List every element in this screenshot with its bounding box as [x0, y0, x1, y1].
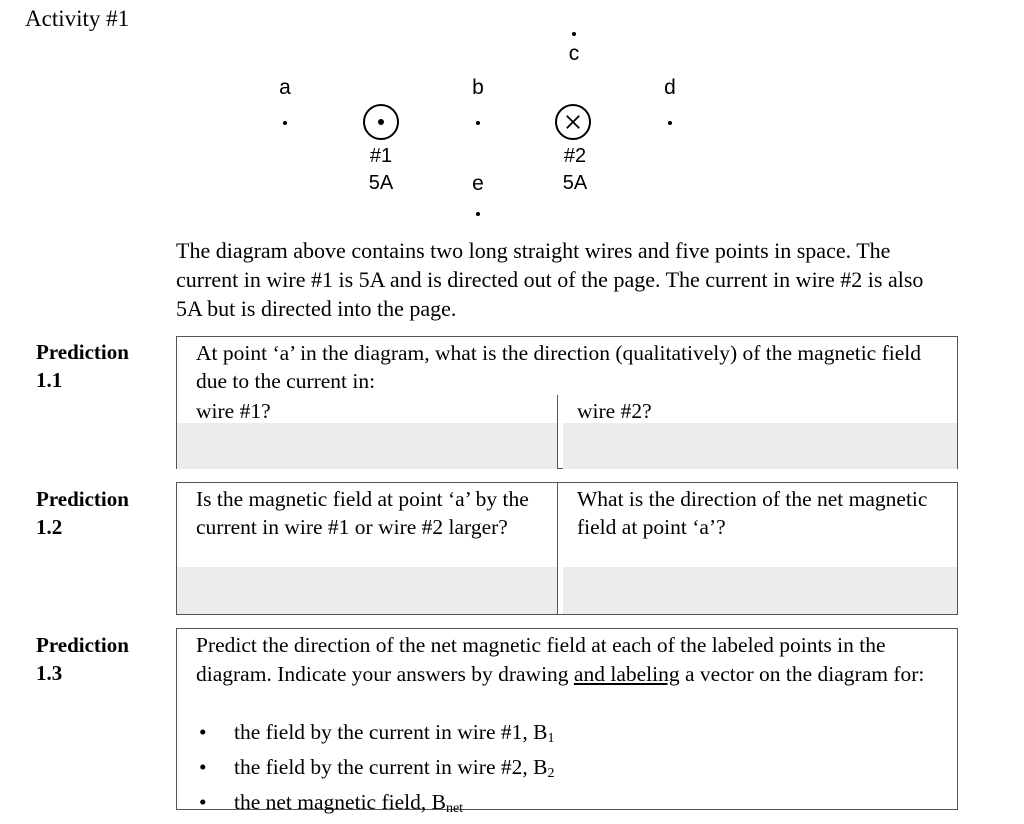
answer-field-net-direction[interactable] — [563, 567, 957, 614]
prediction-1-1-label — [36, 338, 166, 394]
prediction-label-word: Prediction — [36, 633, 129, 657]
activity-title: Activity #1 — [25, 6, 130, 31]
column-divider — [557, 483, 558, 614]
prediction-number: 1.1 — [36, 368, 63, 392]
prediction-label-word: Prediction — [36, 487, 129, 511]
prediction-1-2-left-question: Is the magnetic field at point ‘a’ by the current in wire #1 or wire #2 larger? — [196, 487, 529, 539]
prediction-1-1-wire1-prompt: wire #1? — [196, 399, 271, 423]
bullet-icon: • — [199, 720, 207, 744]
wire-2-current: 5A — [562, 172, 588, 194]
subscript: 2 — [547, 766, 555, 781]
point-e-label: e — [472, 172, 484, 195]
instructions-text-start: Predict the direction of the net magnetic field at each of the labeled points in the diagram. Indicate your answers by drawing — [196, 633, 886, 686]
prediction-1-2-box — [176, 482, 958, 615]
point-d-label: d — [664, 76, 676, 99]
diagram-description: The diagram above contains two long straight wires and five points in space. The current in wire #1 is 5A and is directed out of the page. The current in wire #2 is also 5A but is directed into the page. — [176, 238, 924, 321]
prediction-1-1-question: At point ‘a’ in the diagram, what is the direction (qualitatively) of the magnetic field due to the current in: — [196, 341, 921, 393]
answer-field-wire1[interactable] — [177, 423, 557, 469]
prediction-1-1-wire2-prompt: wire #2? — [577, 399, 652, 423]
list-item-text: the field by the current in wire #1, B — [234, 720, 548, 744]
wire-1-out-of-page-icon — [363, 104, 399, 140]
list-item — [196, 753, 936, 788]
prediction-label-word: Prediction — [36, 340, 129, 364]
point-d-dot — [668, 121, 672, 125]
point-a-label: a — [279, 76, 291, 99]
prediction-number: 1.2 — [36, 515, 63, 539]
point-c-dot — [572, 32, 576, 36]
point-e-dot — [476, 212, 480, 216]
prediction-1-3-box — [176, 628, 958, 816]
prediction-1-2-label — [36, 485, 166, 541]
prediction-1-3-instructions — [196, 631, 941, 689]
list-item-text: the field by the current in wire #2, B — [234, 755, 548, 779]
list-item-text: the net magnetic field, B — [234, 790, 446, 814]
wire-2-label: #2 — [563, 145, 587, 167]
prediction-1-1-box — [176, 336, 958, 469]
answer-field-larger-wire[interactable] — [177, 567, 557, 614]
subscript: 1 — [547, 731, 555, 746]
point-c-label: c — [568, 42, 580, 65]
instructions-underlined: and labeling — [573, 662, 680, 686]
list-item — [196, 718, 936, 753]
prediction-number: 1.3 — [36, 661, 63, 685]
wire-2-into-page-icon — [555, 104, 591, 140]
vector-list — [196, 718, 936, 823]
answer-field-wire2[interactable] — [563, 423, 957, 469]
wire-1-current: 5A — [368, 172, 394, 194]
prediction-1-2-right-question: What is the direction of the net magnetic field at point ‘a’? — [577, 487, 928, 539]
instructions-text-end: a vector on the diagram for: — [679, 662, 925, 686]
column-divider — [557, 395, 558, 469]
point-b-dot — [476, 121, 480, 125]
bullet-icon: • — [199, 755, 207, 779]
point-a-dot — [283, 121, 287, 125]
prediction-1-3-label — [36, 631, 166, 687]
wire-1-label: #1 — [369, 145, 393, 167]
list-item — [196, 788, 936, 823]
subscript: net — [445, 801, 464, 816]
bullet-icon: • — [199, 790, 207, 814]
point-b-label: b — [472, 76, 484, 99]
